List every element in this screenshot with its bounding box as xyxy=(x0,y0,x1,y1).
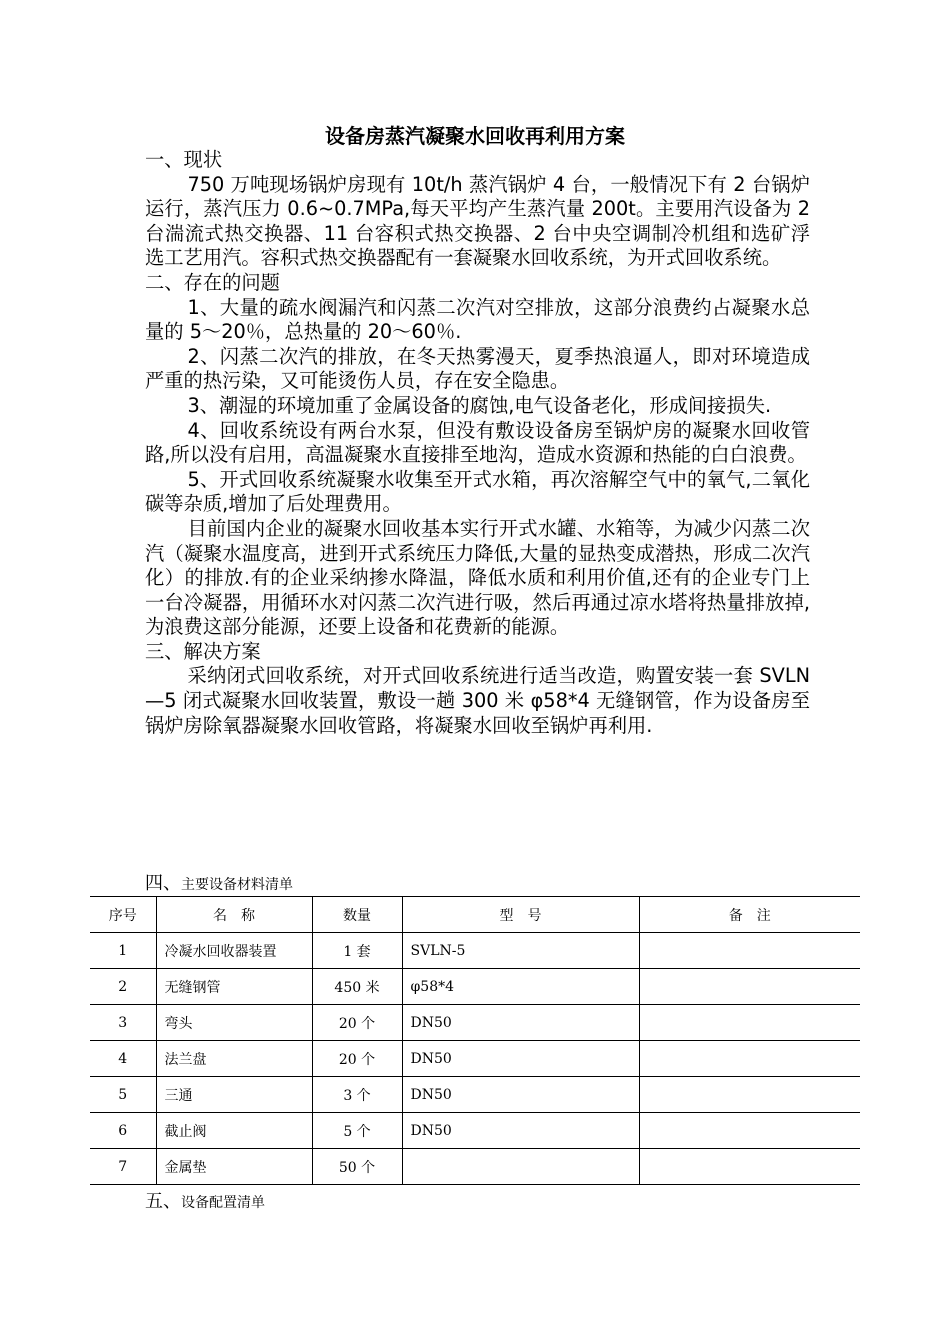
table-row xyxy=(90,1113,860,1149)
section-4-number: 四、 xyxy=(145,873,181,894)
cell-model xyxy=(402,1149,639,1185)
section-4-heading xyxy=(145,872,293,897)
cell-remarks xyxy=(639,1113,860,1149)
document-title: 设备房蒸汽凝聚水回收再利用方案 xyxy=(325,124,625,148)
cell-quantity: 20 个 xyxy=(312,1005,402,1041)
cell-remarks xyxy=(639,1041,860,1077)
section-5-label: 设备配置清单 xyxy=(181,1195,265,1211)
section-5-heading xyxy=(145,1190,265,1215)
header-name: 名 称 xyxy=(156,897,312,933)
cell-quantity: 1 套 xyxy=(312,933,402,969)
cell-model: φ58*4 xyxy=(402,969,639,1005)
cell-quantity: 50 个 xyxy=(312,1149,402,1185)
problem-3: 3、潮湿的环境加重了金属设备的腐蚀,电气设备老化，形成间接损失. xyxy=(187,393,772,417)
section-3-heading: 三、解决方案 xyxy=(145,639,261,663)
table-row xyxy=(90,1005,860,1041)
cell-name: 无缝钢管 xyxy=(156,969,312,1005)
problem-2: 2、闪蒸二次汽的排放，在冬天热雾漫天，夏季热浪逼人，即对环境造成严重的热污染，又可能烫伤人员，存在安全隐患。 xyxy=(145,344,810,393)
section-4-label: 主要设备材料清单 xyxy=(181,877,293,893)
header-quantity: 数量 xyxy=(312,897,402,933)
table-row xyxy=(90,1041,860,1077)
section-5-number: 五、 xyxy=(145,1191,181,1212)
problem-4: 4、回收系统设有两台水泵，但没有敷设设备房至锅炉房的凝聚水回收管路,所以没有启用，高温凝聚水直接排至地沟，造成水资源和热能的白白浪费。 xyxy=(145,418,810,467)
table-header-row xyxy=(90,897,860,933)
header-index: 序号 xyxy=(90,897,156,933)
cell-remarks xyxy=(639,1005,860,1041)
section-2-heading: 二、存在的问题 xyxy=(145,270,280,294)
header-remarks: 备 注 xyxy=(639,897,860,933)
cell-remarks xyxy=(639,1149,860,1185)
materials-table xyxy=(90,896,860,1185)
cell-name: 冷凝水回收器装置 xyxy=(156,933,312,969)
cell-name: 截止阀 xyxy=(156,1113,312,1149)
table-row xyxy=(90,1149,860,1185)
cell-name: 弯头 xyxy=(156,1005,312,1041)
table-row xyxy=(90,933,860,969)
problem-1: 1、大量的疏水阀漏汽和闪蒸二次汽对空排放，这部分浪费约占凝聚水总量的 5～20％，总热量的 20～60％. xyxy=(145,295,810,344)
cell-quantity: 450 米 xyxy=(312,969,402,1005)
cell-name: 三通 xyxy=(156,1077,312,1113)
cell-model: DN50 xyxy=(402,1113,639,1149)
cell-model: SVLN-5 xyxy=(402,933,639,969)
solution-paragraph: 采纳闭式回收系统，对开式回收系统进行适当改造，购置安装一套 SVLN—5 闭式凝聚水回收装置，敷设一趟 300 米 φ58*4 无缝钢管，作为设备房至锅炉房除氧器凝聚水回收管路，将凝聚水回收至锅炉再利用. xyxy=(145,664,810,737)
cell-name: 法兰盘 xyxy=(156,1041,312,1077)
cell-index: 6 xyxy=(90,1113,156,1149)
cell-remarks xyxy=(639,969,860,1005)
header-model: 型 号 xyxy=(402,897,639,933)
cell-index: 4 xyxy=(90,1041,156,1077)
cell-index: 3 xyxy=(90,1005,156,1041)
cell-index: 2 xyxy=(90,969,156,1005)
problem-5: 5、开式回收系统凝聚水收集至开式水箱，再次溶解空气中的氧气,二氧化碳等杂质,增加了后处理费用。 xyxy=(145,467,810,516)
problem-summary: 目前国内企业的凝聚水回收基本实行开式水罐、水箱等，为减少闪蒸二次汽（凝聚水温度高，进到开式系统压力降低,大量的显热变成潜热，形成二次汽化）的排放.有的企业采纳掺水降温，降低水质和利用价值,还有的企业专门上一台冷凝器，用循环水对闪蒸二次汽进行吸，然后再通过凉水塔将热量排放掉,为浪费这部分能源，还要上设备和花费新的能源。 xyxy=(145,516,810,639)
section-1-heading: 一、现状 xyxy=(145,148,223,171)
table-row xyxy=(90,969,860,1005)
cell-model: DN50 xyxy=(402,1041,639,1077)
cell-remarks xyxy=(639,933,860,969)
table-row xyxy=(90,1077,860,1113)
cell-quantity: 3 个 xyxy=(312,1077,402,1113)
cell-remarks xyxy=(639,1077,860,1113)
document-body xyxy=(145,148,810,738)
cell-quantity: 20 个 xyxy=(312,1041,402,1077)
section-1-paragraph: 750 万吨现场锅炉房现有 10t/h 蒸汽锅炉 4 台，一般情况下有 2 台锅炉运行，蒸汽压力 0.6~0.7MPa,每天平均产生蒸汽量 200t。主要用汽设备为 2 台湍流式热交换器、11 台容积式热交换器、2 台中央空调制冷机组和选矿浮选工艺用汽。容积式热交换器配有一套凝聚水回收系统，为开式回收系统。 xyxy=(145,172,810,270)
cell-index: 7 xyxy=(90,1149,156,1185)
cell-index: 5 xyxy=(90,1077,156,1113)
cell-index: 1 xyxy=(90,933,156,969)
cell-model: DN50 xyxy=(402,1005,639,1041)
cell-model: DN50 xyxy=(402,1077,639,1113)
cell-quantity: 5 个 xyxy=(312,1113,402,1149)
cell-name: 金属垫 xyxy=(156,1149,312,1185)
